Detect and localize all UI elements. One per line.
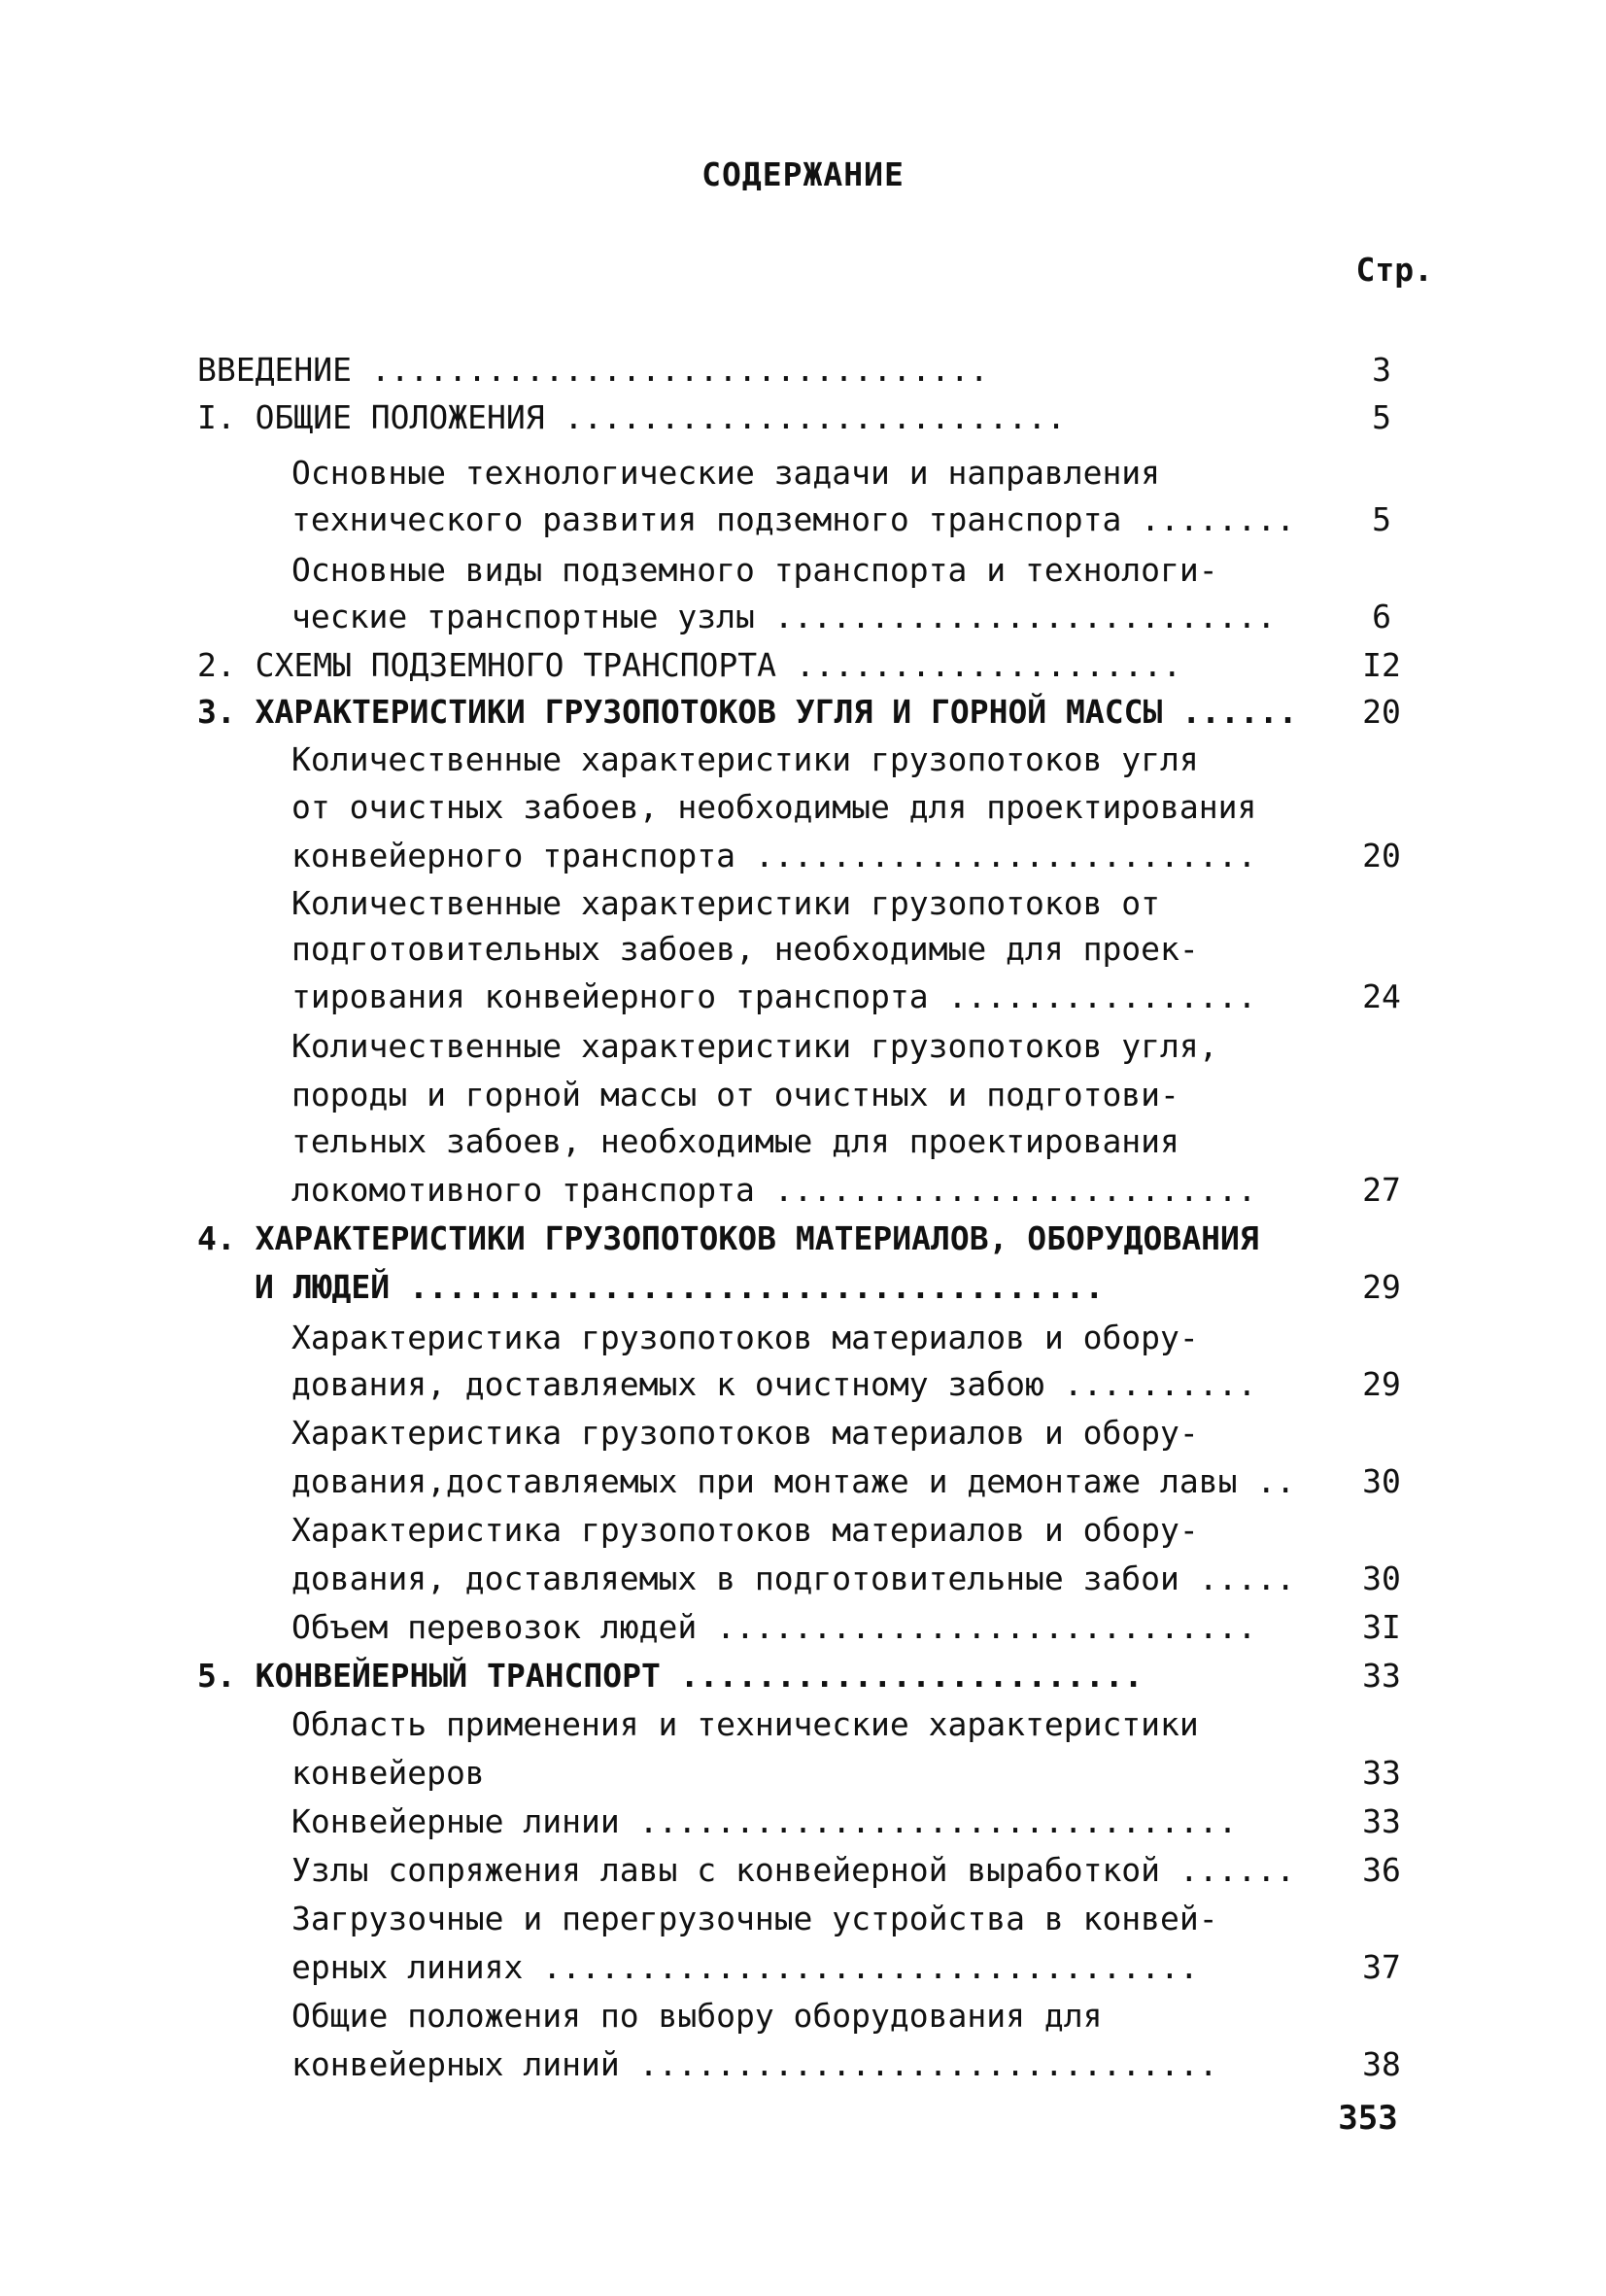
- toc-page-number: 33: [1362, 1802, 1401, 1840]
- toc-entry-text: Загрузочные и перегрузочные устройства в конвей-: [291, 1900, 1218, 1937]
- toc-entry-text: Общие положения по выбору оборудования для: [291, 1997, 1103, 2035]
- page-number: 353: [1338, 2099, 1398, 2138]
- toc-page-number: 3: [1372, 351, 1391, 389]
- toc-entry-text: от очистных забоев, необходимые для проектирования: [291, 788, 1257, 826]
- toc-entry: [291, 593, 1307, 640]
- toc-entry-text: подготовительных забоев, необходимые для проек-: [291, 930, 1199, 968]
- toc-entry-text: 5. КОНВЕЙЕРНЫЙ ТРАНСПОРТ: [197, 1657, 661, 1695]
- toc-entry: [291, 449, 1263, 497]
- toc-entry-text: тирования конвейерного транспорта: [291, 977, 929, 1015]
- toc-leader-dots: ......: [1162, 693, 1298, 731]
- toc-entry: [291, 1360, 1307, 1408]
- toc-entry-text: технического развития подземного транспорта: [291, 500, 1122, 538]
- toc-entry: [291, 1166, 1307, 1214]
- toc-entry-text: Область применения и технические характеристики: [291, 1705, 1199, 1743]
- toc-entry: [291, 1022, 1263, 1070]
- toc-entry-text: дования, доставляемых в подготовительные забои: [291, 1559, 1179, 1597]
- toc-page-number: [1323, 783, 1440, 831]
- toc-entry: [291, 1895, 1263, 1942]
- toc-page-number: [1323, 449, 1440, 497]
- toc-entry: [291, 832, 1307, 879]
- toc-leader-dots: ................................: [351, 351, 989, 389]
- toc-entry: [291, 1798, 1307, 1845]
- toc-entry-text: дования, доставляемых к очистному забою: [291, 1365, 1044, 1403]
- toc-page-number: 30: [1362, 1462, 1401, 1500]
- toc-leader-dots: ........: [1121, 500, 1296, 538]
- toc-page-number: [1323, 1314, 1440, 1361]
- toc-entry-text: Характеристика грузопотоков материалов и обору-: [291, 1414, 1199, 1452]
- toc-page-number: [1323, 1117, 1440, 1165]
- toc-page-number: [1323, 925, 1440, 973]
- toc-entry: [291, 1749, 1263, 1797]
- toc-entry-text: 2. СХЕМЫ ПОДЗЕМНОГО ТРАНСПОРТА: [197, 646, 777, 684]
- toc-entry: [291, 1846, 1307, 1894]
- toc-entry: [291, 1071, 1263, 1118]
- toc-entry-text: ческие транспортные узлы: [291, 598, 755, 635]
- toc-leader-dots: ..................................: [523, 1948, 1199, 1986]
- toc-leader-dots: ..........................: [754, 598, 1277, 635]
- toc-page-number: 20: [1362, 837, 1401, 874]
- toc-entry-text: Количественные характеристики грузопотоков угля: [291, 740, 1199, 778]
- toc-entry-text: Основные виды подземного транспорта и технологи-: [291, 551, 1218, 589]
- toc-leader-dots: ................: [928, 977, 1257, 1015]
- toc-entry-text: 4. ХАРАКТЕРИСТИКИ ГРУЗОПОТОКОВ МАТЕРИАЛОВ, ОБОРУДОВАНИЯ: [197, 1219, 1259, 1257]
- toc-leader-dots: ....................: [776, 646, 1182, 684]
- toc-page-number: 38: [1362, 2045, 1401, 2083]
- toc-page-number: 5: [1372, 500, 1391, 538]
- toc-entry: [291, 2040, 1307, 2088]
- toc-entry-text: 3. ХАРАКТЕРИСТИКИ ГРУЗОПОТОКОВ УГЛЯ И ГОРНОЙ МАССЫ: [197, 693, 1163, 731]
- toc-entry-text: Количественные характеристики грузопотоков от: [291, 884, 1161, 922]
- toc-page-number: 20: [1362, 693, 1401, 731]
- toc-entry-text: ВВЕДЕНИЕ: [197, 351, 352, 389]
- toc-leader-dots: ..: [1237, 1462, 1296, 1500]
- toc-leader-dots: ....................................: [390, 1268, 1105, 1306]
- toc-entry: [197, 346, 1307, 394]
- toc-entry: [291, 736, 1263, 783]
- page-title: СОДЕРЖАНИЕ: [701, 155, 905, 193]
- toc-page-number: 29: [1362, 1365, 1401, 1403]
- toc-leader-dots: ........................: [660, 1657, 1144, 1695]
- toc-page-number: [1323, 1992, 1440, 2039]
- toc-page-number: [1323, 879, 1440, 927]
- toc-page-number: 27: [1362, 1171, 1401, 1209]
- toc-entry: [255, 1263, 1307, 1311]
- toc-page-number: 6: [1372, 598, 1391, 635]
- toc-leader-dots: .....: [1179, 1559, 1296, 1597]
- toc-entry: [291, 1409, 1263, 1456]
- toc-entry-text: дования,доставляемых при монтаже и демонтаже лавы: [291, 1462, 1238, 1500]
- toc-page-number: 3I: [1362, 1608, 1401, 1646]
- toc-entry-text: породы и горной массы от очистных и подготови-: [291, 1076, 1179, 1114]
- toc-entry: [291, 1943, 1307, 1991]
- toc-page-number: [1323, 1700, 1440, 1748]
- toc-entry-text: I. ОБЩИЕ ПОЛОЖЕНИЯ: [197, 398, 545, 436]
- toc-entry: [197, 688, 1307, 736]
- toc-entry-text: конвейерного транспорта: [291, 837, 735, 874]
- toc-leader-dots: .........................: [754, 1171, 1257, 1209]
- toc-entry: [291, 546, 1263, 594]
- toc-entry: [197, 1652, 1307, 1699]
- toc-entry-text: Характеристика грузопотоков материалов и обору-: [291, 1511, 1199, 1549]
- toc-page-number: 37: [1362, 1948, 1401, 1986]
- toc-entry-text: ерных линиях: [291, 1948, 524, 1986]
- toc-entry-text: И ЛЮДЕЙ: [255, 1268, 391, 1306]
- toc-page-number: [1323, 1895, 1440, 1942]
- toc-page-number: 24: [1362, 977, 1401, 1015]
- toc-entry: [291, 1117, 1263, 1165]
- toc-entry-text: локомотивного транспорта: [291, 1171, 755, 1209]
- toc-entry-text: конвейеров: [291, 1754, 485, 1792]
- toc-entry: [291, 973, 1307, 1020]
- toc-entry: [291, 783, 1263, 831]
- toc-entry: [291, 1555, 1307, 1602]
- toc-entry-text: тельных забоев, необходимые для проектирования: [291, 1122, 1179, 1160]
- toc-entry-text: Характеристика грузопотоков материалов и обору-: [291, 1319, 1199, 1356]
- toc-entry: [197, 641, 1307, 689]
- toc-entry: [291, 1457, 1307, 1505]
- toc-entry: [197, 394, 1307, 441]
- toc-leader-dots: ..........: [1043, 1365, 1257, 1403]
- toc-entry-text: Объем перевозок людей: [291, 1608, 698, 1646]
- toc-leader-dots: ..........................: [735, 837, 1257, 874]
- toc-leader-dots: ..........................: [544, 398, 1067, 436]
- toc-page-number: [1323, 1409, 1440, 1456]
- toc-leader-dots: ............................: [697, 1608, 1257, 1646]
- toc-entry: [291, 925, 1263, 973]
- toc-leader-dots: ......: [1160, 1851, 1296, 1889]
- page-column-label: Стр.: [1355, 251, 1433, 289]
- toc-page-number: [1323, 1071, 1440, 1118]
- toc-entry: [291, 496, 1307, 543]
- toc-entry-text: Конвейерные линии: [291, 1802, 620, 1840]
- toc-page-number: [1323, 1022, 1440, 1070]
- toc-entry-text: Количественные характеристики грузопотоков угля,: [291, 1027, 1218, 1065]
- toc-page-number: I2: [1362, 646, 1401, 684]
- toc-page-number: 5: [1372, 398, 1391, 436]
- toc-entry-text: Основные технологические задачи и направления: [291, 454, 1161, 492]
- toc-page-number: [1323, 1215, 1440, 1262]
- toc-page-number: 29: [1362, 1268, 1401, 1306]
- toc-entry: [197, 1215, 1263, 1262]
- toc-entry: [291, 1700, 1263, 1748]
- toc-entry: [291, 1603, 1307, 1651]
- toc-page-number: 30: [1362, 1559, 1401, 1597]
- toc-page-number: [1323, 736, 1440, 783]
- toc-page-number: 33: [1362, 1754, 1401, 1792]
- toc-page-number: [1323, 546, 1440, 594]
- toc-leader-dots: ..............................: [619, 2045, 1218, 2083]
- toc-page-number: 33: [1362, 1657, 1401, 1695]
- toc-entry: [291, 1992, 1263, 2039]
- toc-leader-dots: ...............................: [619, 1802, 1238, 1840]
- toc-entry-text: конвейерных линий: [291, 2045, 620, 2083]
- toc-entry: [291, 1314, 1263, 1361]
- toc-entry: [291, 1506, 1263, 1554]
- toc-page-number: 36: [1362, 1851, 1401, 1889]
- toc-page-number: [1323, 1506, 1440, 1554]
- toc-entry-text: Узлы сопряжения лавы с конвейерной выработкой: [291, 1851, 1161, 1889]
- toc-entry: [291, 879, 1263, 927]
